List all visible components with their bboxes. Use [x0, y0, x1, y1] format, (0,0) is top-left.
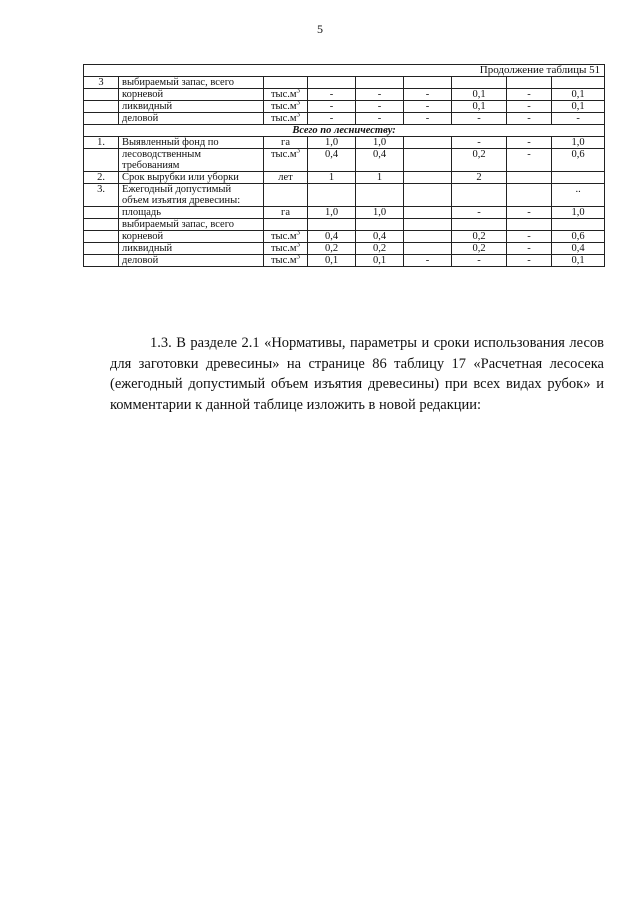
- value-cell: -: [507, 207, 552, 219]
- row-number: 2.: [84, 172, 119, 184]
- value-cell: ..: [552, 184, 605, 207]
- value-cell: [404, 184, 452, 207]
- value-cell: [404, 207, 452, 219]
- value-cell: -: [356, 113, 404, 125]
- value-cell: -: [452, 137, 507, 149]
- page-number: 5: [317, 22, 323, 36]
- value-cell: -: [404, 89, 452, 101]
- table-row: [84, 255, 605, 267]
- value-cell: [507, 184, 552, 207]
- row-number: 3: [84, 77, 119, 89]
- unit-superscript: 3: [296, 88, 301, 95]
- value-cell: 0,6: [552, 231, 605, 243]
- table-row: [84, 89, 605, 101]
- unit-superscript: 3: [296, 148, 301, 155]
- value-cell: 0,2: [452, 149, 507, 172]
- amendment-paragraph: 1.3. В разделе 2.1 «Нормативы, параметры и сроки использования лесов для заготовки древесины» на странице 86 таблицу 17 «Расчетная лесосека (ежегодный допустимый объем изъятия древесины) при всех видах рубок» и комментарии к данной таблице изложить в новой редакции:: [110, 335, 604, 413]
- row-number: [84, 231, 119, 243]
- value-cell: 0,1: [356, 255, 404, 267]
- table-row: [84, 172, 605, 184]
- value-cell: [452, 184, 507, 207]
- row-number: [84, 219, 119, 231]
- row-unit: лет: [264, 172, 308, 184]
- value-cell: [507, 172, 552, 184]
- value-cell: [404, 149, 452, 172]
- row-label: деловой: [119, 113, 264, 125]
- value-cell: 0,2: [308, 243, 356, 255]
- value-cell: 0,2: [452, 231, 507, 243]
- row-label: ликвидный: [119, 243, 264, 255]
- value-cell: 0,1: [308, 255, 356, 267]
- value-cell: -: [356, 101, 404, 113]
- value-cell: -: [507, 255, 552, 267]
- row-unit: $тыс.м^3$: [264, 113, 308, 125]
- value-cell: -: [507, 149, 552, 172]
- row-unit: [264, 184, 308, 207]
- value-cell: 0,4: [308, 231, 356, 243]
- value-cell: [308, 77, 356, 89]
- value-cell: 0,4: [552, 243, 605, 255]
- value-cell: 0,1: [452, 101, 507, 113]
- row-number: [84, 101, 119, 113]
- value-cell: 0,2: [452, 243, 507, 255]
- unit-superscript: 3: [296, 254, 301, 261]
- value-cell: [308, 219, 356, 231]
- value-cell: [452, 219, 507, 231]
- value-cell: 1,0: [552, 207, 605, 219]
- row-unit: га: [264, 137, 308, 149]
- value-cell: [356, 184, 404, 207]
- row-unit: $тыс.м^3$: [264, 89, 308, 101]
- value-cell: 0,4: [356, 149, 404, 172]
- value-cell: -: [308, 113, 356, 125]
- value-cell: 0,6: [552, 149, 605, 172]
- value-cell: -: [308, 89, 356, 101]
- row-label: корневой: [119, 89, 264, 101]
- table-row: [84, 113, 605, 125]
- row-number: [84, 89, 119, 101]
- table-row: [84, 243, 605, 255]
- value-cell: 0,1: [552, 101, 605, 113]
- section-title: Всего по лесничеству:: [84, 125, 605, 137]
- value-cell: -: [552, 113, 605, 125]
- value-cell: [552, 77, 605, 89]
- section-row: [84, 125, 605, 137]
- row-label: Ежегодный допустимый объем изъятия древесины:: [119, 184, 264, 207]
- row-unit: $тыс.м^3$: [264, 149, 308, 172]
- value-cell: [507, 219, 552, 231]
- row-number: [84, 207, 119, 219]
- value-cell: [404, 137, 452, 149]
- table-continuation-caption: Продолжение таблицы 51: [84, 65, 605, 77]
- table-row: [84, 77, 605, 89]
- unit-superscript: 3: [296, 230, 301, 237]
- value-cell: -: [507, 231, 552, 243]
- value-cell: [452, 77, 507, 89]
- value-cell: -: [308, 101, 356, 113]
- value-cell: [356, 219, 404, 231]
- table-row: [84, 219, 605, 231]
- value-cell: 1,0: [308, 137, 356, 149]
- value-cell: -: [507, 113, 552, 125]
- value-cell: -: [404, 255, 452, 267]
- row-label: Выявленный фонд по: [119, 137, 264, 149]
- value-cell: -: [452, 255, 507, 267]
- value-cell: 0,1: [552, 89, 605, 101]
- row-label: корневой: [119, 231, 264, 243]
- row-unit: [264, 77, 308, 89]
- value-cell: [552, 219, 605, 231]
- unit-superscript: 3: [296, 100, 301, 107]
- value-cell: 2: [452, 172, 507, 184]
- value-cell: 0,4: [356, 231, 404, 243]
- value-cell: [356, 77, 404, 89]
- value-cell: -: [452, 207, 507, 219]
- value-cell: 1,0: [552, 137, 605, 149]
- row-label: деловой: [119, 255, 264, 267]
- value-cell: -: [507, 243, 552, 255]
- row-label: лесоводственным требованиям: [119, 149, 264, 172]
- value-cell: -: [404, 101, 452, 113]
- value-cell: 1,0: [308, 207, 356, 219]
- row-number: [84, 113, 119, 125]
- row-unit: [264, 219, 308, 231]
- value-cell: -: [507, 101, 552, 113]
- table-row: [84, 137, 605, 149]
- value-cell: [308, 184, 356, 207]
- value-cell: 1,0: [356, 207, 404, 219]
- forest-table: [83, 64, 604, 267]
- row-label: выбираемый запас, всего: [119, 219, 264, 231]
- value-cell: 0,4: [308, 149, 356, 172]
- value-cell: [552, 172, 605, 184]
- value-cell: [404, 172, 452, 184]
- value-cell: [404, 77, 452, 89]
- row-number: [84, 149, 119, 172]
- row-unit: $тыс.м^3$: [264, 255, 308, 267]
- unit-superscript: 3: [296, 242, 301, 249]
- row-number: 3.: [84, 184, 119, 207]
- table-row: [84, 184, 605, 207]
- value-cell: 0,2: [356, 243, 404, 255]
- value-cell: [404, 219, 452, 231]
- row-label: площадь: [119, 207, 264, 219]
- row-label: ликвидный: [119, 101, 264, 113]
- row-unit: $тыс.м^3$: [264, 101, 308, 113]
- row-number: 1.: [84, 137, 119, 149]
- value-cell: [404, 231, 452, 243]
- table-row: [84, 207, 605, 219]
- row-label: выбираемый запас, всего: [119, 77, 264, 89]
- value-cell: 0,1: [552, 255, 605, 267]
- row-number: [84, 243, 119, 255]
- row-label: Срок вырубки или уборки: [119, 172, 264, 184]
- table-row: [84, 231, 605, 243]
- row-unit: $тыс.м^3$: [264, 243, 308, 255]
- row-unit: га: [264, 207, 308, 219]
- value-cell: 0,1: [452, 89, 507, 101]
- value-cell: -: [507, 137, 552, 149]
- value-cell: -: [404, 113, 452, 125]
- value-cell: [507, 77, 552, 89]
- value-cell: 1,0: [356, 137, 404, 149]
- unit-superscript: 3: [296, 112, 301, 119]
- value-cell: 1: [356, 172, 404, 184]
- table-row: [84, 149, 605, 172]
- value-cell: -: [507, 89, 552, 101]
- row-unit: $тыс.м^3$: [264, 231, 308, 243]
- value-cell: -: [452, 113, 507, 125]
- row-number: [84, 255, 119, 267]
- value-cell: 1: [308, 172, 356, 184]
- value-cell: [404, 243, 452, 255]
- table-row: [84, 101, 605, 113]
- value-cell: -: [356, 89, 404, 101]
